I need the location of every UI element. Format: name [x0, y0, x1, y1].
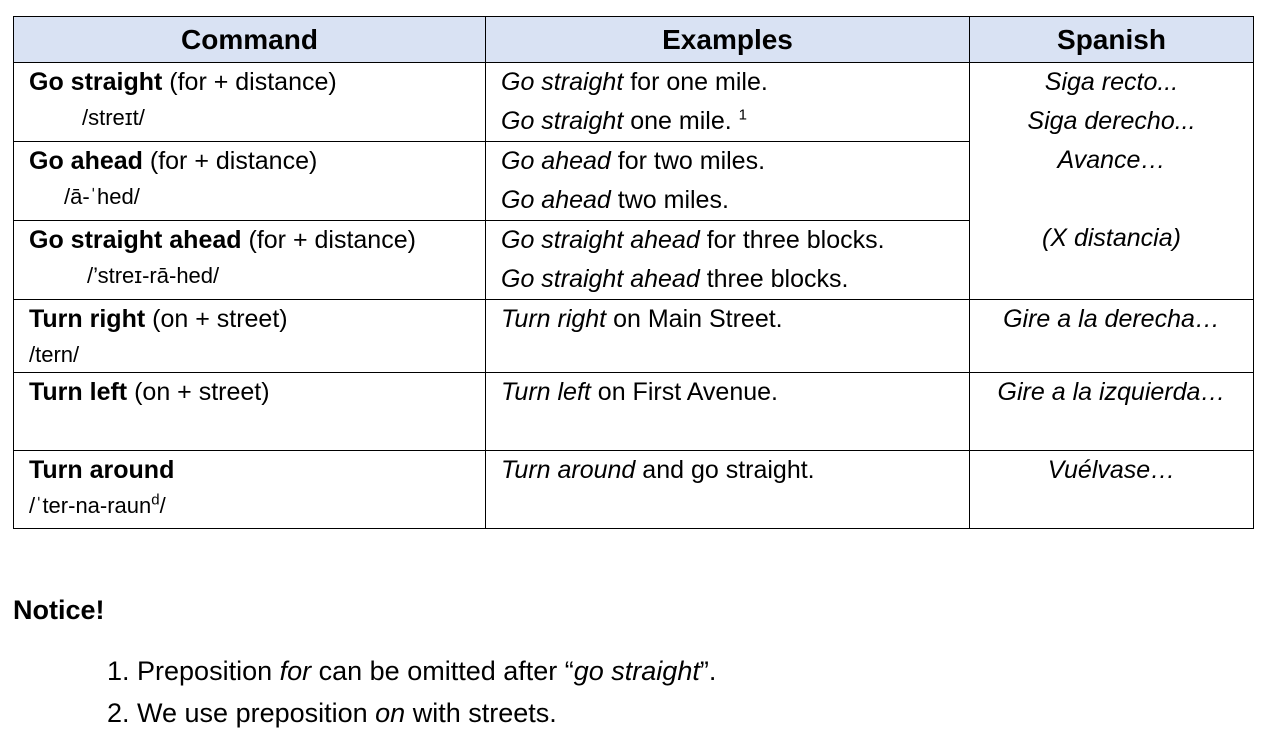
list-item: 1. Preposition for can be omitted after “go straight”.	[107, 656, 717, 686]
command-usage: (on + street)	[127, 378, 270, 406]
example-rest: three blocks.	[699, 265, 849, 293]
command-cell	[14, 300, 486, 373]
command-cell	[14, 142, 486, 221]
example-phrase: Go straight ahead	[501, 265, 700, 293]
pronunciation: /tern/	[29, 342, 80, 367]
table-row	[14, 373, 1254, 451]
example-rest: on Main Street.	[606, 305, 783, 333]
example-phrase: Turn left	[501, 378, 591, 406]
command-name: Turn right	[29, 305, 146, 333]
spanish-term: Avance…	[1057, 146, 1166, 174]
command-usage: (for + distance)	[162, 68, 337, 96]
example-rest: one mile.	[623, 107, 739, 135]
example-phrase: Go straight	[501, 68, 624, 96]
example-rest: for one mile.	[623, 68, 768, 96]
example-rest: for three blocks.	[699, 226, 885, 254]
example-phrase: Go ahead	[501, 186, 611, 214]
examples-cell	[486, 142, 970, 221]
spanish-term: (X distancia)	[1042, 224, 1181, 252]
pronunciation: /’streɪ-rā-hed/	[87, 263, 220, 288]
examples-cell	[486, 63, 970, 142]
command-cell	[14, 221, 486, 300]
pronunciation: /ˈter-na-raun$^d$/	[29, 491, 166, 518]
examples-cell	[486, 373, 970, 451]
header-examples: Examples	[486, 17, 970, 63]
command-usage: (for + distance)	[142, 147, 318, 175]
spanish-term: Siga derecho...	[1027, 107, 1196, 135]
spanish-cell: Gire a la derecha…	[970, 300, 1254, 373]
command-name: Turn around	[29, 456, 175, 484]
table-row	[14, 300, 1254, 373]
command-name: Turn left	[29, 378, 128, 406]
pronunciation: /ā-ˈhed/	[64, 184, 140, 209]
example-phrase: Go ahead	[501, 147, 611, 175]
example-phrase: Turn right	[501, 305, 607, 333]
command-usage: (on + street)	[145, 305, 288, 333]
command-cell	[14, 373, 486, 451]
examples-cell	[486, 300, 970, 373]
header-command: Command	[14, 17, 486, 63]
notice-heading: Notice!	[13, 595, 105, 625]
example-rest: on First Avenue.	[590, 378, 778, 406]
spanish-group-cell	[970, 63, 1254, 300]
example-rest: and go straight.	[635, 456, 815, 484]
examples-cell	[486, 451, 970, 529]
command-name: Go straight ahead	[29, 226, 242, 254]
example-phrase: Go straight ahead	[501, 226, 700, 254]
pronunciation: /streɪt/	[82, 105, 145, 130]
list-item: 2. We use preposition on with streets.	[107, 698, 557, 728]
spanish-cell: Gire a la izquierda…	[970, 373, 1254, 451]
header-spanish: Spanish	[970, 17, 1254, 63]
spanish-cell: Vuélvase…	[970, 451, 1254, 529]
examples-cell	[486, 221, 970, 300]
example-rest: for two miles.	[610, 147, 766, 175]
command-cell	[14, 63, 486, 142]
example-phrase: Turn around	[501, 456, 636, 484]
command-cell	[14, 451, 486, 529]
example-rest: two miles.	[610, 186, 729, 214]
command-usage: (for + distance)	[241, 226, 416, 254]
footnote-marker: 1	[738, 106, 747, 124]
notice-list	[107, 650, 716, 734]
table-row	[14, 451, 1254, 529]
command-name: Go ahead	[29, 147, 143, 175]
table-row	[14, 63, 1254, 142]
example-phrase: Go straight	[501, 107, 624, 135]
spanish-term: Siga recto...	[1044, 68, 1179, 96]
directions-table	[13, 16, 1254, 529]
command-name: Go straight	[29, 68, 163, 96]
header-row	[14, 17, 1254, 63]
